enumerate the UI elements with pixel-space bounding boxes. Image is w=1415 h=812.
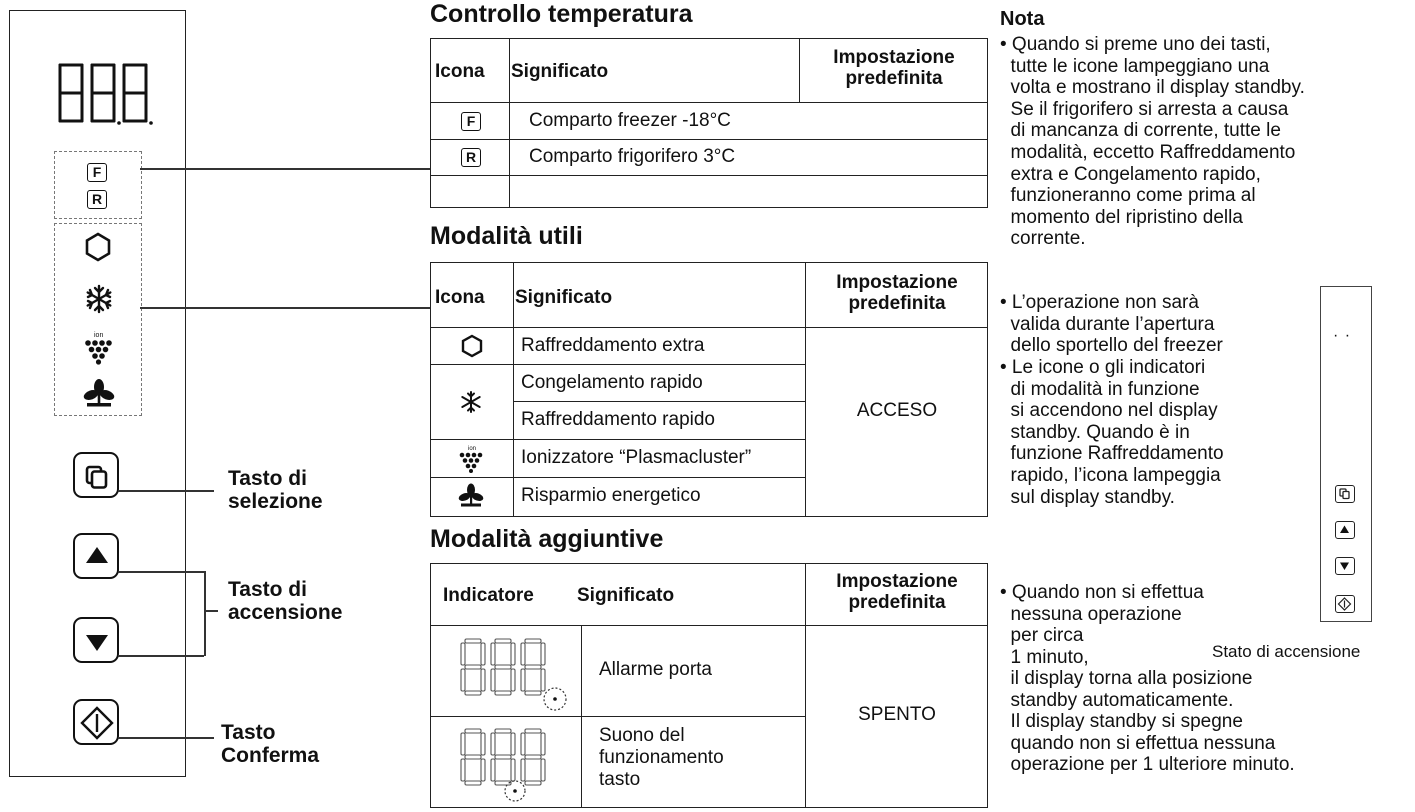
- leader-line-confirm: [118, 737, 214, 739]
- utili-title: Modalità utili: [430, 222, 583, 250]
- select-icon: [75, 454, 119, 498]
- header-impostazione: Impostazione predefinita: [836, 272, 958, 314]
- leader-line-down: [118, 655, 204, 657]
- leaf-icon: [83, 378, 115, 410]
- row-congelamento-rapido: Congelamento rapido: [521, 372, 703, 393]
- utili-default: ACCESO: [856, 400, 938, 421]
- row-fridge: Comparto frigorifero 3°C: [529, 146, 736, 167]
- confirm-button[interactable]: [73, 699, 119, 745]
- door-alarm-display-icon: [459, 637, 569, 713]
- row-allarme-porta: Allarme porta: [599, 659, 712, 680]
- row-suono-tasto: Suono del funzionamento tasto: [599, 725, 724, 790]
- freezer-F-icon: F: [87, 163, 107, 182]
- hexagon-icon: [461, 334, 483, 358]
- nota-paragraph-1: • Quando si preme uno dei tasti, tutte le icone lampeggiano una volta e mostrano il display standby. Se il frigorifero si arresta a causa di mancanza di corrente, tutte le modalità, eccetto Raffreddamento extra e Congelamento rapido, funzioneranno come prima al momento del ripristino della corrente.: [1000, 34, 1305, 250]
- svg-text:ion: ion: [94, 332, 104, 339]
- fridge-R-icon: R: [461, 148, 481, 167]
- aggiuntive-table: [430, 563, 988, 808]
- svg-text:ion: ion: [468, 446, 477, 452]
- select-label: Tasto di selezione: [228, 467, 323, 513]
- hexagon-icon: [85, 232, 111, 262]
- mini-confirm-icon: [1335, 595, 1355, 613]
- control-panel: [9, 10, 186, 777]
- fridge-R-icon: R: [87, 190, 107, 209]
- snowflake-icon: [459, 390, 483, 414]
- row-ionizzatore: Ionizzatore “Plasmacluster”: [521, 447, 752, 468]
- stato-accensione-panel: [1320, 286, 1372, 622]
- ion-grapes-icon: [457, 443, 485, 473]
- confirm-diamond-icon: [75, 701, 119, 745]
- nota-paragraph-4b: il display torna alla posizione standby automaticamente. Il display standby si spegne quando non si effettua nessuna operazione per 1 ulteriore minuto.: [1010, 668, 1295, 776]
- row-raffreddamento-rapido: Raffreddamento rapido: [521, 409, 715, 430]
- leader-line-power-bracket: [204, 571, 206, 656]
- key-sound-display-icon: [459, 727, 569, 803]
- select-button[interactable]: [73, 452, 119, 498]
- stato-caption: Stato di accensione: [1212, 642, 1361, 661]
- controllo-title: Controllo temperatura: [430, 0, 693, 28]
- leader-line-temperature: [140, 168, 430, 170]
- leader-line-power-tick: [204, 610, 218, 612]
- utili-table: [430, 262, 988, 517]
- row-freezer: Comparto freezer -18°C: [529, 110, 731, 131]
- display-digits-icon: [54, 59, 154, 139]
- row-risparmio: Risparmio energetico: [521, 485, 701, 506]
- down-button[interactable]: [73, 617, 119, 663]
- header-significato: Significato: [511, 61, 609, 82]
- header-icona: Icona: [435, 287, 485, 308]
- leaf-icon: [458, 483, 484, 509]
- up-button[interactable]: [73, 533, 119, 579]
- freezer-F-icon: F: [461, 112, 481, 131]
- snowflake-icon: [84, 284, 114, 314]
- mini-down-icon: [1335, 557, 1355, 575]
- nota-paragraph-4a: • Quando non si effettua nessuna operazione per circa 1 minuto,: [1000, 582, 1204, 668]
- triangle-up-icon: [75, 535, 119, 579]
- ion-grapes-icon: [82, 329, 116, 365]
- aggiuntive-default: SPENTO: [858, 704, 936, 725]
- leader-line-up: [118, 571, 204, 573]
- triangle-down-icon: [75, 619, 119, 663]
- standby-dots: · ·: [1333, 327, 1352, 344]
- power-label: Tasto di accensione: [228, 578, 343, 624]
- confirm-label: Tasto Conferma: [221, 721, 320, 767]
- mini-up-icon: [1335, 521, 1355, 539]
- mini-select-icon: [1335, 485, 1355, 503]
- row-raffreddamento-extra: Raffreddamento extra: [521, 335, 705, 356]
- leader-line-select: [118, 490, 214, 492]
- header-indicatore: Indicatore: [443, 585, 534, 606]
- header-impostazione: Impostazione predefinita: [836, 571, 958, 613]
- nota-paragraph-2: • L’operazione non sarà valida durante l’apertura dello sportello del freezer: [1000, 292, 1223, 357]
- header-significato: Significato: [515, 287, 613, 308]
- header-impostazione: Impostazione predefinita: [833, 47, 955, 89]
- nota-title: Nota: [1000, 8, 1045, 30]
- header-significato: Significato: [577, 585, 675, 606]
- aggiuntive-title: Modalità aggiuntive: [430, 525, 664, 553]
- nota-paragraph-3: • Le icone o gli indicatori di modalità in funzione si accendono nel display standby. Quando è in funzione Raffreddamento rapido, l’icona lampeggia sul display standby.: [1000, 357, 1224, 508]
- header-icona: Icona: [435, 61, 485, 82]
- leader-line-modes: [140, 307, 430, 309]
- controllo-table: [430, 38, 988, 208]
